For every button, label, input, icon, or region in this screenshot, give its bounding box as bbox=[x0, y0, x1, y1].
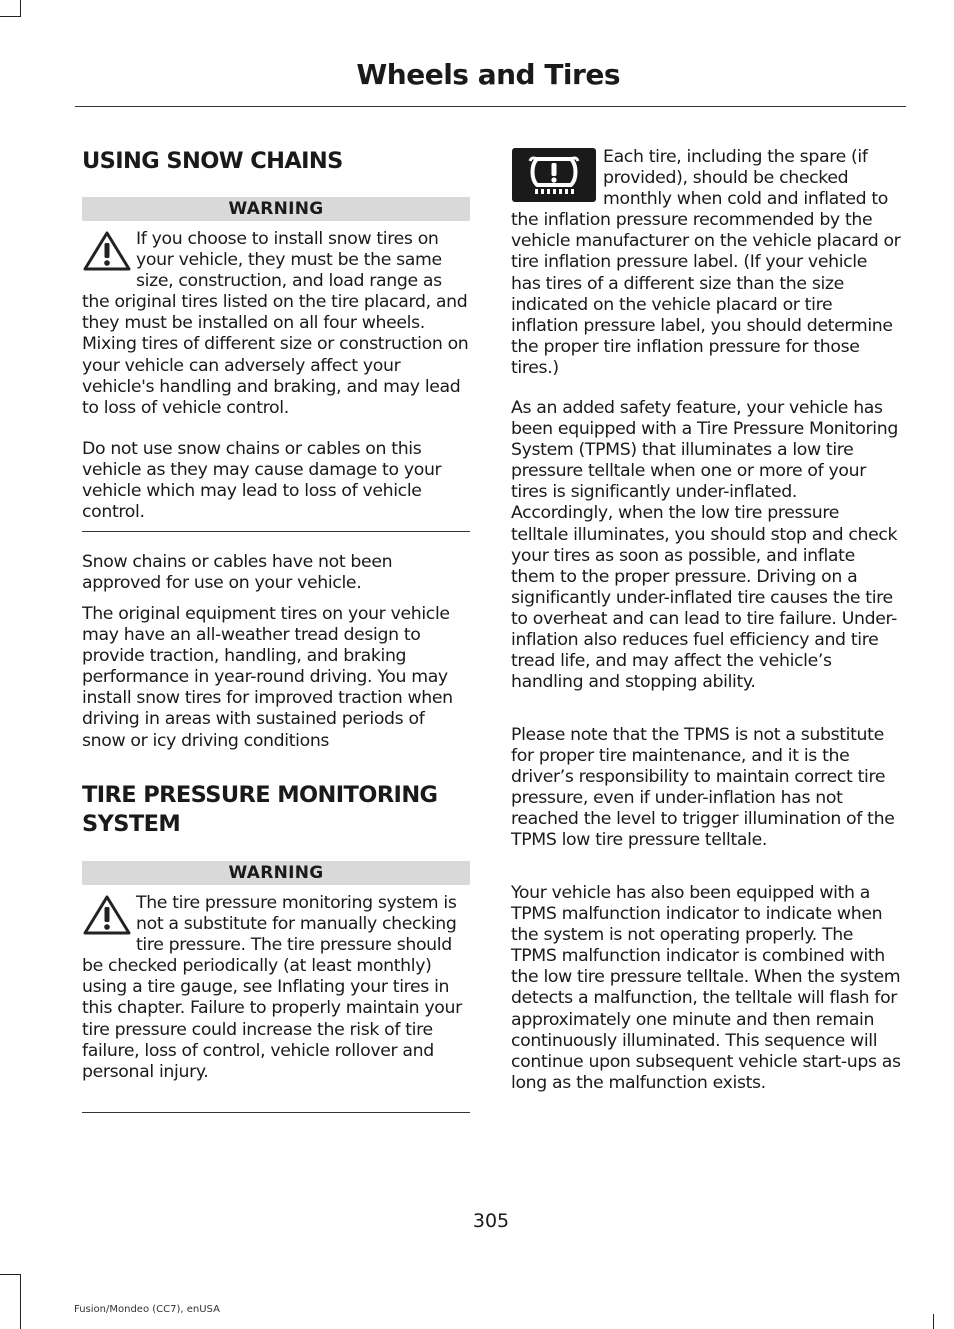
paragraph-tpms-malfunction: Your vehicle has also been equipped with a TPMS malfunction indicator to indicate when the system is not operating properly. The TPMS malfunction indicator is combined with the low tire pressure telltale. When the system detects a malfunction, the telltale will flash for approximately one minute and then remain continuously illuminated. This sequence will continue upon subsequent vehicle start-ups as long as the malfunction exists. bbox=[511, 883, 901, 1093]
warning-text-tpms bbox=[82, 893, 470, 1083]
paragraph-all-weather-tires: The original equipment tires on your vehicle may have an all-weather tread design to provide traction, handling, and braking performance in year-round driving. You may install snow tires for improved traction when driving in areas with sustained periods of snow or icy driving conditions bbox=[82, 604, 453, 751]
crop-mark bbox=[933, 1314, 934, 1329]
warning-text-content: The tire pressure monitoring system is not a substitute for manually checking tire pressure. The tire pressure should be checked periodically (at least monthly) using a tire gauge, see Inflating your tires in this chapter. Failure to properly maintain your tire pressure could increase the risk of tire failure, loss of control, vehicle rollover and personal injury. bbox=[82, 893, 462, 1082]
warning-text-snow-tires bbox=[82, 229, 470, 419]
warning-triangle-icon bbox=[82, 230, 132, 272]
paragraph-chains-not-approved: Snow chains or cables have not been approved for use on your vehicle. bbox=[82, 552, 393, 594]
warning-label-bar: WARNING bbox=[82, 197, 470, 221]
paragraph-tpms-not-substitute: Please note that the TPMS is not a substitute for proper tire maintenance, and it is the driver’s responsibility to maintain correct tire pressure, even if under-inflation has not reached the level to trigger illumination of the TPMS low tire pressure telltale. bbox=[511, 725, 895, 851]
footer-document-id: Fusion/Mondeo (CC7), enUSA bbox=[74, 1304, 220, 1315]
warning-end-rule bbox=[82, 531, 470, 532]
warning-text-content: If you choose to install snow tires on your vehicle, they must be the same size, construction, and load range as the original tires listed on the tire placard, and they must be installed on all four wheels. Mixing tires of different size or construction on your vehicle can adversely affect your vehicle's handling and braking, and may lead to loss of vehicle control. bbox=[82, 229, 469, 418]
section-title-tpms bbox=[82, 781, 437, 839]
crop-mark bbox=[20, 0, 21, 17]
crop-mark bbox=[0, 16, 20, 17]
header-divider bbox=[75, 106, 906, 107]
paragraph-tpms-feature: As an added safety feature, your vehicle has been equipped with a Tire Pressure Monitoring System (TPMS) that illuminates a low tire pressure telltale when one or more of your tires is significantly under-inflated. Accordingly, when the low tire pressure telltale illuminates, you should stop and check your tires as soon as possible, and inflate them to the proper pressure. Driving on a significantly under-inflated tire causes the tire to overheat and can lead to tire failure. Under-inflation also reduces fuel efficiency and tire tread life, and may affect the vehicle’s handling and stopping ability. bbox=[511, 398, 898, 693]
section-title-tpms-line2: SYSTEM bbox=[82, 811, 181, 837]
page-header-title: Wheels and Tires bbox=[356, 58, 620, 91]
page-number: 305 bbox=[472, 1210, 510, 1232]
section-title-tpms-line1: TIRE PRESSURE MONITORING bbox=[82, 782, 438, 808]
tpms-telltale-icon bbox=[511, 147, 597, 203]
crop-mark bbox=[0, 1274, 20, 1275]
warning-end-rule bbox=[82, 1112, 470, 1113]
warning-label-bar: WARNING bbox=[82, 861, 470, 885]
paragraph-text: Each tire, including the spare (if provided), should be checked monthly when cold and inflated to the inflation pressure recommended by the vehicle manufacturer on the vehicle placard or tire inflation pressure label. (If your vehicle has tires of a different size than the size indicated on the vehicle placard or tire inflation pressure label, you should determine the proper tire inflation pressure for those tires.) bbox=[511, 147, 901, 378]
warning-text-snow-chains: Do not use snow chains or cables on this vehicle as they may cause damage to your vehicle which may lead to loss of vehicle control. bbox=[82, 439, 442, 523]
paragraph-check-tires-monthly bbox=[511, 147, 901, 379]
warning-triangle-icon bbox=[82, 894, 132, 936]
section-title-snow-chains: USING SNOW CHAINS bbox=[82, 148, 343, 174]
crop-mark bbox=[20, 1274, 21, 1329]
